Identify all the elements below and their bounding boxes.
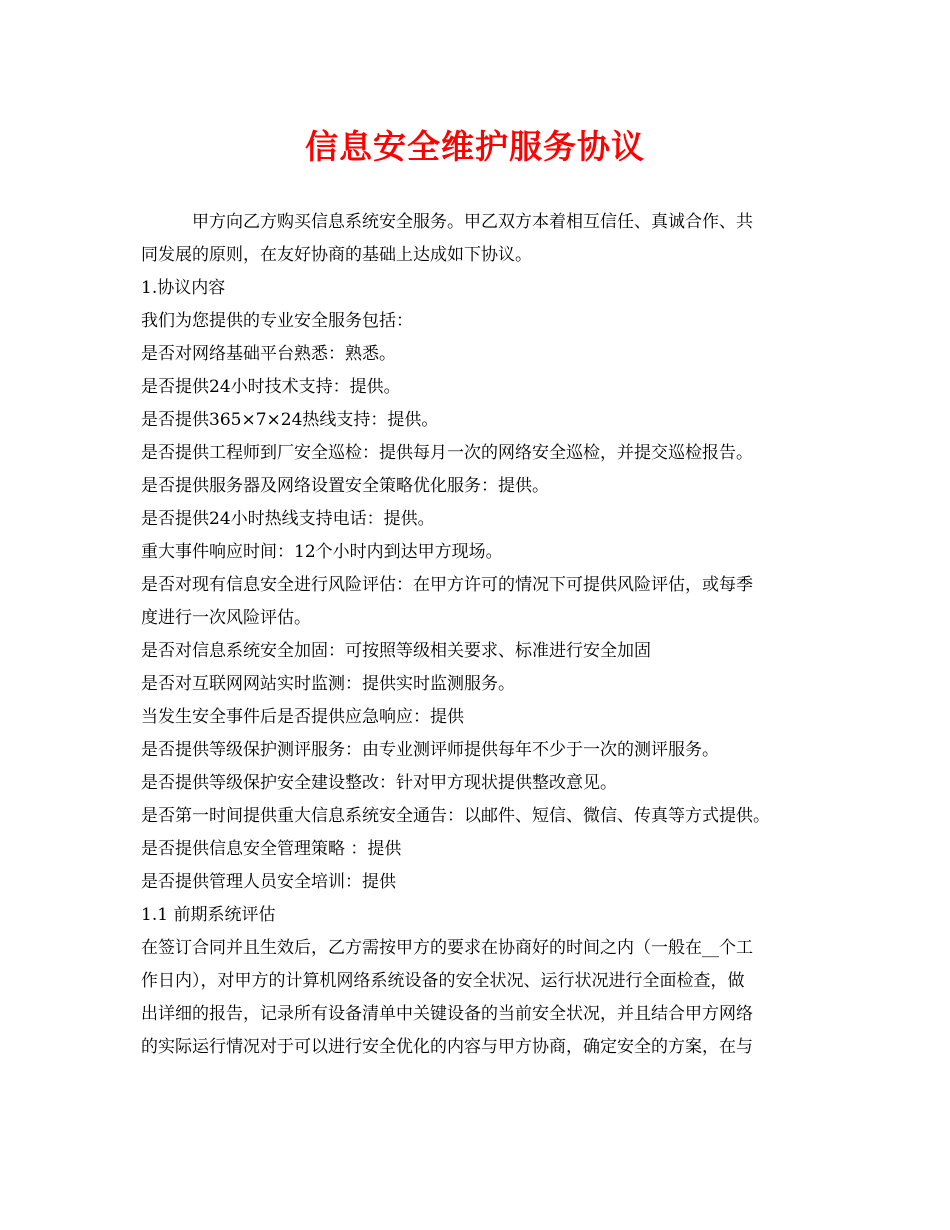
service-item: 是否对信息系统安全加固：可按照等级相关要求、标准进行安全加固: [141, 641, 651, 661]
service-item: 是否提供工程师到厂安全巡检：提供每月一次的网络安全巡检，并提交巡检报告。: [141, 443, 753, 463]
paragraph-line: 在签订合同并且生效后，乙方需按甲方的要求在协商好的时间之内（一般在__个工: [141, 938, 753, 958]
service-item: 是否第一时间提供重大信息系统安全通告：以邮件、短信、微信、传真等方式提供。: [141, 806, 770, 826]
service-item: 是否提供等级保护安全建设整改：针对甲方现状提供整改意见。: [141, 773, 617, 793]
service-item: 是否提供24小时技术支持：提供。: [141, 377, 401, 397]
service-item: 是否对网络基础平台熟悉：熟悉。: [141, 344, 396, 364]
service-item: 当发生安全事件后是否提供应急响应：提供: [141, 707, 464, 727]
service-item: 是否对现有信息安全进行风险评估：在甲方许可的情况下可提供风险评估，或每季: [141, 575, 753, 595]
section-heading: 1.协议内容: [141, 278, 226, 298]
document-body: [141, 206, 813, 1064]
paragraph-line: 甲方向乙方购买信息系统安全服务。甲乙双方本着相互信任、真诚合作、共: [141, 212, 753, 232]
service-item: 是否提供365×7×24热线支持：提供。: [141, 410, 439, 430]
service-item: 是否对互联网网站实时监测：提供实时监测服务。: [141, 674, 515, 694]
paragraph-line: 出详细的报告，记录所有设备清单中关键设备的当前安全状况，并且结合甲方网络: [141, 1004, 753, 1024]
service-item: 是否提供服务器及网络设置安全策略优化服务：提供。: [141, 476, 549, 496]
service-item-continuation: 度进行一次风险评估。: [141, 608, 311, 628]
service-item: 是否提供信息安全管理策略 ：提供: [141, 839, 402, 859]
service-item: 重大事件响应时间：12个小时内到达甲方现场。: [141, 542, 503, 562]
paragraph-line: 同发展的原则，在友好协商的基础上达成如下协议。: [141, 245, 532, 265]
service-item: 是否提供等级保护测评服务：由专业测评师提供每年不少于一次的测评服务。: [141, 740, 719, 760]
paragraph-line: 我们为您提供的专业安全服务包括：: [141, 311, 413, 331]
service-item: 是否提供管理人员安全培训：提供: [141, 872, 396, 892]
document-title: 信息安全维护服务协议: [305, 127, 645, 166]
paragraph-line: 的实际运行情况对于可以进行安全优化的内容与甲方协商，确定安全的方案，在与: [141, 1037, 753, 1057]
paragraph-line: 作日内），对甲方的计算机网络系统设备的安全状况、运行状况进行全面检查，做: [141, 971, 745, 991]
subsection-heading: 1.1 前期系统评估: [141, 905, 276, 925]
service-item: 是否提供24小时热线支持电话：提供。: [141, 509, 435, 529]
